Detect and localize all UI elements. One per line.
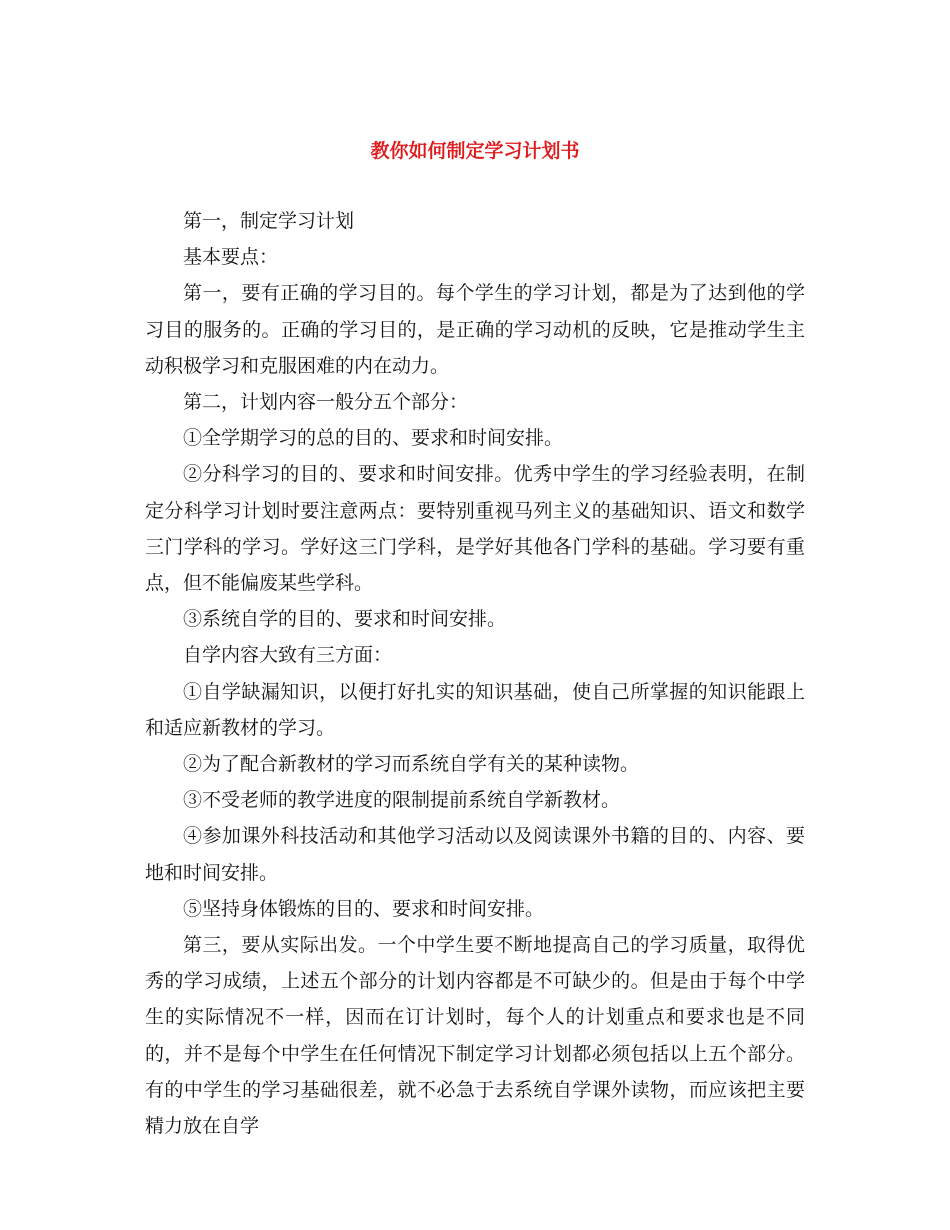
paragraph: ②为了配合新教材的学习而系统自学有关的某种读物。 xyxy=(183,753,640,776)
paragraph: ④参加课外科技活动和其他学习活动以及阅读课外书籍的目的、内容、要地和时间安排。 xyxy=(145,825,805,884)
paragraph: 第一，要有正确的学习目的。每个学生的学习计划，都是为了达到他的学习目的服务的。正确的学习目的，是正确的学习动机的反映，它是推动学生主动积极学习和克服困难的内在动力。 xyxy=(145,282,805,377)
document-title: 教你如何制定学习计划书 xyxy=(370,140,580,162)
paragraph: 第三，要从实际出发。一个中学生要不断地提高自己的学习质量，取得优秀的学习成绩，上述五个部分的计划内容都是不可缺少的。但是由于每个中学生的实际情况不一样，因而在订计划时，每个人的计划重点和要求也是不同的，并不是每个中学生在任何情况下制定学习计划都必须包括以上五个部分。有的中学生的学习基础很差，就不必急于去系统自学课外读物，而应该把主要精力放在自学 xyxy=(145,934,805,1138)
paragraph: 第一，制定学习计划 xyxy=(183,210,355,232)
paragraph: ③系统自学的目的、要求和时间安排。 xyxy=(183,608,507,631)
paragraph: ①全学期学习的总的目的、要求和时间安排。 xyxy=(183,427,564,450)
paragraph: ⑤坚持身体锻炼的目的、要求和时间安排。 xyxy=(183,897,545,920)
paragraph: 第二，计划内容一般分五个部分： xyxy=(183,391,469,414)
paragraph: ①自学缺漏知识，以便打好扎实的知识基础，使自己所掌握的知识能跟上和适应新教材的学习。 xyxy=(145,680,805,739)
paragraph: 基本要点： xyxy=(183,246,279,269)
document-body xyxy=(145,203,805,1144)
paragraph: ③不受老师的教学进度的限制提前系统自学新教材。 xyxy=(183,789,621,812)
paragraph: 自学内容大致有三方面： xyxy=(183,644,393,667)
paragraph: ②分科学习的目的、要求和时间安排。优秀中学生的学习经验表明，在制定分科学习计划时要注意两点：要特别重视马列主义的基础知识、语文和数学三门学科的学习。学好这三门学科，是学好其他各门学科的基础。学习要有重点，但不能偏废某些学科。 xyxy=(145,463,805,595)
